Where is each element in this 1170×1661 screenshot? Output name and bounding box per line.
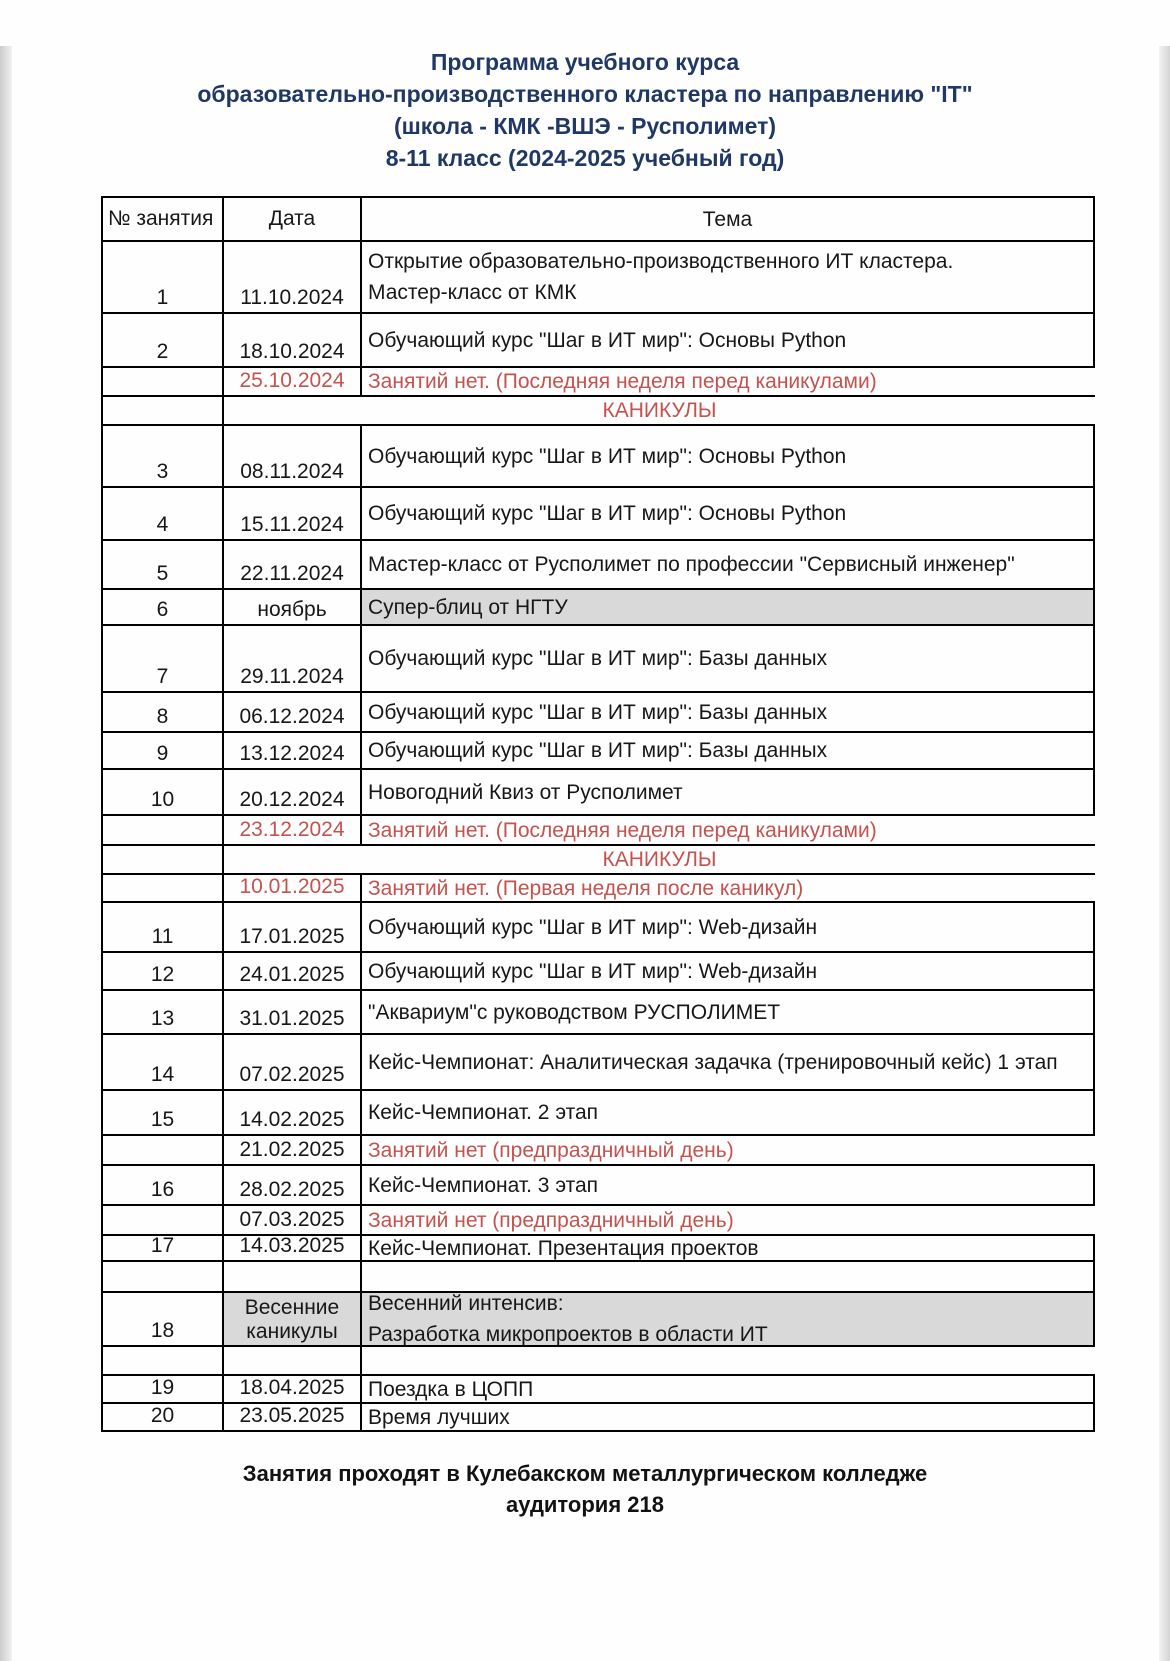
lesson-number-cell bbox=[101, 1166, 222, 1204]
no-class-row bbox=[101, 368, 1095, 397]
lesson-date-cell bbox=[222, 488, 360, 539]
lesson-number: 2 bbox=[156, 340, 169, 363]
title-line: 8-11 класс (2024-2025 учебный год) bbox=[385, 145, 785, 171]
lesson-date-cell bbox=[222, 626, 360, 691]
lesson-number-cell bbox=[101, 1376, 222, 1402]
lesson-date-cell bbox=[222, 314, 360, 366]
lesson-number: 4 bbox=[156, 513, 169, 536]
no-class-row bbox=[101, 1206, 1095, 1236]
lesson-date: 20.12.2024 bbox=[239, 788, 345, 811]
lesson-row bbox=[101, 1293, 1095, 1347]
column-header-num: № занятия bbox=[101, 198, 222, 240]
lesson-number: 19 bbox=[150, 1376, 175, 1399]
lesson-date-cell bbox=[222, 733, 360, 768]
lesson-topic-cell bbox=[360, 903, 1095, 951]
no-class-row bbox=[101, 875, 1095, 903]
lesson-number-cell bbox=[101, 1236, 222, 1260]
title-line: образовательно-производственного кластера по направлению "IT" bbox=[197, 81, 973, 107]
lesson-date-cell bbox=[222, 770, 360, 814]
vacation-row bbox=[101, 397, 1095, 426]
no-class-row bbox=[101, 816, 1095, 846]
lesson-date-cell bbox=[222, 1347, 360, 1374]
lesson-topic-cell bbox=[360, 626, 1095, 691]
lesson-date-cell bbox=[222, 693, 360, 731]
lesson-number-cell bbox=[101, 846, 222, 873]
lesson-topic-cell bbox=[360, 733, 1095, 768]
lesson-number: 3 bbox=[156, 460, 169, 483]
lesson-row bbox=[101, 953, 1095, 991]
column-header-topic: Тема bbox=[360, 198, 1095, 240]
lesson-number-cell bbox=[101, 314, 222, 366]
footer-line: Занятия проходят в Кулебакском металлургическом колледже bbox=[242, 1461, 928, 1486]
lesson-date: 21.02.2025 bbox=[239, 1138, 345, 1161]
lesson-number-cell bbox=[101, 488, 222, 539]
lesson-date-cell bbox=[222, 1236, 360, 1260]
lesson-row bbox=[101, 991, 1095, 1035]
topic-line: Мастер-класс от Русполимет по профессии "Сервисный инженер" bbox=[368, 553, 1015, 576]
lesson-date: 06.12.2024 bbox=[239, 705, 345, 728]
vacation-label: КАНИКУЛЫ bbox=[222, 397, 1095, 424]
lesson-number-cell bbox=[101, 770, 222, 814]
lesson-number-cell bbox=[101, 1293, 222, 1345]
topic-line: Обучающий курс "Шаг в ИТ мир": Базы данных bbox=[368, 700, 828, 724]
lesson-date: 23.12.2024 bbox=[239, 818, 345, 841]
lesson-number: 13 bbox=[150, 1007, 175, 1030]
topic-line: Время лучших bbox=[368, 1405, 510, 1429]
lesson-topic-cell bbox=[360, 816, 1095, 844]
no-class-row bbox=[101, 1136, 1095, 1166]
lesson-topic-cell bbox=[360, 590, 1095, 624]
lesson-date: 25.10.2024 bbox=[239, 369, 345, 392]
topic-line: Обучающий курс "Шаг в ИТ мир": Базы данных bbox=[368, 739, 828, 762]
topic-line: Занятий нет (предпраздничный день) bbox=[368, 1138, 734, 1162]
topic-line: Разработка микропроектов в области ИТ bbox=[368, 1323, 768, 1345]
lesson-number-cell bbox=[101, 903, 222, 951]
title-line: Программа учебного курса bbox=[430, 49, 740, 75]
lesson-number-cell bbox=[101, 368, 222, 395]
lesson-number-cell bbox=[101, 1091, 222, 1134]
lesson-date: 10.01.2025 bbox=[239, 875, 345, 898]
lesson-number-cell bbox=[101, 626, 222, 691]
lesson-number: 17 bbox=[150, 1236, 175, 1257]
lesson-number-cell bbox=[101, 426, 222, 486]
table-header-row bbox=[101, 198, 1095, 242]
lesson-row bbox=[101, 1236, 1095, 1262]
lesson-date: 31.01.2025 bbox=[239, 1007, 345, 1030]
lesson-date-cell bbox=[222, 816, 360, 844]
lesson-number-cell bbox=[101, 1262, 222, 1291]
lesson-number-cell bbox=[101, 816, 222, 844]
lesson-row bbox=[101, 1091, 1095, 1136]
lesson-topic-cell bbox=[360, 953, 1095, 989]
lesson-date: 08.11.2024 bbox=[240, 460, 344, 483]
lesson-date: 15.11.2024 bbox=[240, 513, 344, 536]
lesson-number-cell bbox=[101, 1206, 222, 1234]
lesson-row bbox=[101, 1035, 1095, 1091]
lesson-number: 14 bbox=[150, 1063, 175, 1086]
lesson-number-cell bbox=[101, 242, 222, 312]
lesson-row bbox=[101, 590, 1095, 626]
vacation-row bbox=[101, 846, 1095, 875]
footer-line: аудитория 218 bbox=[506, 1492, 664, 1517]
lesson-row bbox=[101, 488, 1095, 541]
lesson-date-cell bbox=[222, 1404, 360, 1430]
lesson-date-cell bbox=[222, 1166, 360, 1204]
lesson-number: 1 bbox=[156, 286, 169, 309]
spacer-row bbox=[101, 1262, 1095, 1293]
lesson-date: 07.02.2025 bbox=[239, 1063, 345, 1086]
lesson-number-cell bbox=[101, 875, 222, 901]
lesson-date-cell bbox=[222, 1206, 360, 1234]
lesson-number: 6 bbox=[156, 598, 169, 621]
lesson-topic-cell bbox=[360, 1293, 1095, 1345]
topic-line: Кейс-Чемпионат. 2 этап bbox=[368, 1101, 599, 1124]
lesson-date-cell bbox=[222, 590, 360, 624]
lesson-row bbox=[101, 242, 1095, 314]
page-edge-left bbox=[0, 46, 12, 1661]
lesson-number-cell bbox=[101, 397, 222, 424]
topic-line: Обучающий курс "Шаг в ИТ мир": Web-дизайн bbox=[368, 915, 818, 939]
schedule-table bbox=[101, 196, 1095, 1432]
lesson-topic-cell bbox=[360, 1404, 1095, 1430]
lesson-row bbox=[101, 903, 1095, 953]
lesson-number-cell bbox=[101, 541, 222, 588]
lesson-row bbox=[101, 426, 1095, 488]
lesson-number: 11 bbox=[151, 925, 174, 948]
lesson-date: 14.03.2025 bbox=[239, 1236, 345, 1257]
lesson-number: 15 bbox=[150, 1108, 175, 1131]
topic-line: Обучающий курс "Шаг в ИТ мир": Базы данных bbox=[368, 647, 828, 670]
topic-line: Кейс-Чемпионат. Презентация проектов bbox=[368, 1236, 759, 1260]
lesson-date: 22.11.2024 bbox=[240, 562, 344, 585]
lesson-topic-cell bbox=[360, 1091, 1095, 1134]
lesson-number: 9 bbox=[156, 742, 169, 765]
lesson-row bbox=[101, 314, 1095, 368]
topic-line: "Аквариум"с руководством РУСПОЛИМЕТ bbox=[368, 1000, 781, 1024]
lesson-number-cell bbox=[101, 991, 222, 1033]
spacer-row bbox=[101, 1347, 1095, 1376]
lesson-date: 18.04.2025 bbox=[239, 1376, 345, 1399]
lesson-topic-cell bbox=[360, 1262, 1095, 1291]
lesson-row bbox=[101, 1166, 1095, 1206]
lesson-date-cell bbox=[222, 242, 360, 312]
date-line: Весенние bbox=[244, 1296, 340, 1319]
lesson-row bbox=[101, 626, 1095, 693]
document-title bbox=[0, 46, 1170, 174]
lesson-number: 18 bbox=[150, 1319, 175, 1342]
lesson-number-cell bbox=[101, 1347, 222, 1374]
lesson-number-cell bbox=[101, 693, 222, 731]
lesson-number: 5 bbox=[156, 562, 169, 585]
lesson-number: 16 bbox=[150, 1178, 175, 1201]
topic-line: Обучающий курс "Шаг в ИТ мир": Основы Python bbox=[368, 502, 847, 525]
topic-line: Весенний интенсив: bbox=[368, 1293, 564, 1315]
topic-line: Занятий нет. (Последняя неделя перед каникулами) bbox=[368, 370, 877, 393]
topic-line: Поездка в ЦОПП bbox=[368, 1377, 534, 1401]
lesson-number: 8 bbox=[156, 705, 169, 728]
lesson-topic-cell bbox=[360, 770, 1095, 814]
lesson-date-cell bbox=[222, 1293, 360, 1345]
lesson-date-cell bbox=[222, 1376, 360, 1402]
topic-line: Обучающий курс "Шаг в ИТ мир": Web-дизайн bbox=[368, 959, 818, 983]
lesson-date-cell bbox=[222, 991, 360, 1033]
lesson-topic-cell bbox=[360, 314, 1095, 366]
topic-line: Занятий нет (предпраздничный день) bbox=[368, 1208, 734, 1232]
lesson-row bbox=[101, 693, 1095, 733]
lesson-topic-cell bbox=[360, 1206, 1095, 1234]
lesson-date: 07.03.2025 bbox=[239, 1208, 345, 1231]
lesson-date-cell bbox=[222, 541, 360, 588]
page-edge-right bbox=[1159, 46, 1170, 1661]
lesson-date-cell bbox=[222, 875, 360, 901]
lesson-topic-cell bbox=[360, 875, 1095, 901]
lesson-topic-cell bbox=[360, 693, 1095, 731]
lesson-topic-cell bbox=[360, 1136, 1095, 1164]
lesson-topic-cell bbox=[360, 488, 1095, 539]
topic-line: Занятий нет. (Первая неделя после каникул) bbox=[368, 876, 804, 900]
lesson-number-cell bbox=[101, 1136, 222, 1164]
title-line: (школа - КМК -ВШЭ - Русполимет) bbox=[393, 113, 777, 139]
lesson-topic-cell bbox=[360, 1035, 1095, 1089]
lesson-row bbox=[101, 541, 1095, 590]
column-header-date: Дата bbox=[222, 198, 360, 240]
lesson-number-cell bbox=[101, 590, 222, 624]
lesson-date-cell bbox=[222, 1136, 360, 1164]
lesson-row bbox=[101, 1404, 1095, 1432]
vacation-label: КАНИКУЛЫ bbox=[222, 846, 1095, 873]
document-footer bbox=[0, 1458, 1170, 1520]
topic-line: Новогодний Квиз от Русполимет bbox=[368, 780, 683, 804]
lesson-row bbox=[101, 770, 1095, 816]
lesson-date-cell bbox=[222, 1262, 360, 1291]
topic-line: Кейс-Чемпионат. 3 этап bbox=[368, 1173, 599, 1197]
lesson-date: 11.10.2024 bbox=[240, 286, 344, 309]
lesson-date: 17.01.2025 bbox=[239, 925, 345, 948]
lesson-date: 29.11.2024 bbox=[240, 665, 344, 688]
lesson-topic-cell bbox=[360, 541, 1095, 588]
lesson-topic-cell bbox=[360, 426, 1095, 486]
topic-line: Обучающий курс "Шаг в ИТ мир": Основы Python bbox=[368, 328, 847, 352]
lesson-row bbox=[101, 733, 1095, 770]
topic-line: Кейс-Чемпионат: Аналитическая задачка (тренировочный кейс) 1 этап bbox=[368, 1050, 1058, 1074]
lesson-topic-cell bbox=[360, 1236, 1095, 1260]
lesson-number-cell bbox=[101, 733, 222, 768]
lesson-date: ноябрь bbox=[257, 598, 327, 621]
lesson-date: 13.12.2024 bbox=[239, 742, 345, 765]
topic-line: Открытие образовательно-производственного ИТ кластера. bbox=[368, 250, 954, 273]
lesson-topic-cell bbox=[360, 1376, 1095, 1402]
lesson-date: 18.10.2024 bbox=[239, 340, 345, 363]
lesson-number: 10 bbox=[150, 788, 175, 811]
lesson-date: 14.02.2025 bbox=[239, 1108, 345, 1131]
lesson-date: 28.02.2025 bbox=[239, 1178, 345, 1201]
lesson-number: 7 bbox=[156, 665, 169, 688]
lesson-number-cell bbox=[101, 953, 222, 989]
lesson-number: 20 bbox=[150, 1404, 175, 1427]
lesson-topic-cell bbox=[360, 1347, 1095, 1374]
lesson-date-cell bbox=[222, 953, 360, 989]
date-line: каникулы bbox=[246, 1320, 338, 1343]
lesson-date-cell bbox=[222, 903, 360, 951]
lesson-topic-cell bbox=[360, 991, 1095, 1033]
topic-line: Занятий нет. (Последняя неделя перед каникулами) bbox=[368, 818, 877, 842]
topic-line: Супер-блиц от НГТУ bbox=[368, 595, 568, 619]
lesson-date-cell bbox=[222, 1091, 360, 1134]
lesson-date-cell bbox=[222, 1035, 360, 1089]
lesson-topic-cell bbox=[360, 1166, 1095, 1204]
lesson-date: 23.05.2025 bbox=[239, 1404, 345, 1427]
lesson-number-cell bbox=[101, 1404, 222, 1430]
topic-line: Мастер-класс от КМК bbox=[368, 281, 577, 304]
lesson-date-cell bbox=[222, 426, 360, 486]
topic-line: Обучающий курс "Шаг в ИТ мир": Основы Python bbox=[368, 444, 847, 468]
lesson-topic-cell bbox=[360, 242, 1095, 312]
lesson-topic-cell bbox=[360, 368, 1095, 395]
lesson-date-cell bbox=[222, 368, 360, 395]
lesson-number-cell bbox=[101, 1035, 222, 1089]
lesson-row bbox=[101, 1376, 1095, 1404]
lesson-date: 24.01.2025 bbox=[239, 963, 345, 986]
lesson-number: 12 bbox=[150, 963, 175, 986]
